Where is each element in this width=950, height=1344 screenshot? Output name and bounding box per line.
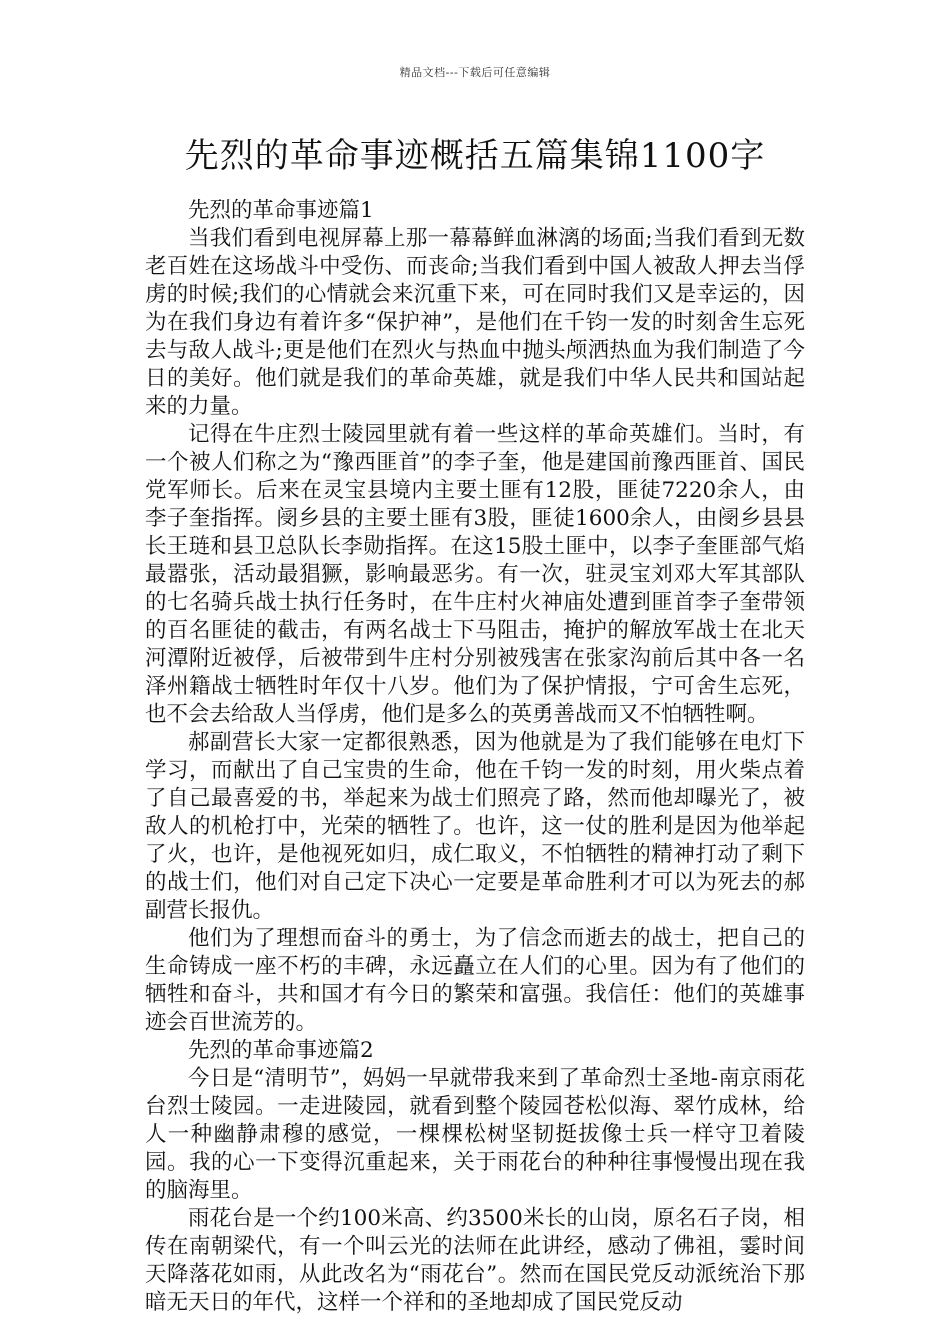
paragraph: 雨花台是一个约100米高、约3500米长的山岗，原名石子岗，相传在南朝梁代，有一个叫云光的法师在此讲经，感动了佛祖，霎时间天降落花如雨，从此改名为“雨花台”。然而在国民党反动派统治下那暗无天日的年代，这样一个祥和的圣地却成了国民党反动 xyxy=(145,1206,805,1315)
paragraph: 今日是“清明节”，妈妈一早就带我来到了革命烈士圣地-南京雨花台烈士陵园。一走进陵园，就看到整个陵园苍松似海、翠竹成林，给人一种幽静肃穆的感觉，一棵棵松树坚韧挺拔像士兵一样守卫着陵园。我的心一下变得沉重起来，关于雨花台的种种往事慢慢出现在我的脑海里。 xyxy=(145,1066,805,1203)
section-heading: 先烈的革命事迹篇2 xyxy=(188,1038,374,1063)
document-body xyxy=(145,197,805,1317)
section-heading: 先烈的革命事迹篇1 xyxy=(188,198,374,223)
paragraph: 记得在牛庄烈士陵园里就有着一些这样的革命英雄们。当时，有一个被人们称之为“豫西匪首”的李子奎，他是建国前豫西匪首、国民党军师长。后来在灵宝县境内主要土匪有12股，匪徒7220余人，由李子奎指挥。阌乡县的主要土匪有3股，匪徒1600余人，由阌乡县县长王琏和县卫总队长李勋指挥。在这15股土匪中，以李子奎匪部气焰最嚣张，活动最猖獗，影响最恶劣。有一次，驻灵宝刘邓大军其部队的七名骑兵战士执行任务时，在牛庄村火神庙处遭到匪首李子奎带领的百名匪徒的截击，有两名战士下马阻击，掩护的解放军战士在北天河潭附近被俘，后被带到牛庄村分别被残害在张家沟前后其中各一名泽州籍战士牺牲时年仅十八岁。他们为了保护情报，宁可舍生忘死，也不会去给敌人当俘虏，他们是多么的英勇善战而又不怕牺牲啊。 xyxy=(145,422,805,727)
header-note: 精品文档---下载后可任意编辑 xyxy=(399,66,551,79)
document-title: 先烈的革命事迹概括五篇集锦1100字 xyxy=(184,136,766,176)
paragraph: 郝副营长大家一定都很熟悉，因为他就是为了我们能够在电灯下学习，而献出了自己宝贵的生命，他在千钧一发的时刻，用火柴点着了自己最喜爱的书，举起来为战士们照亮了路，然而他却曝光了，被敌人的机枪打中，光荣的牺牲了。也许，这一仗的胜利是因为他举起了火，也许，是他视死如归，成仁取义，不怕牺牲的精神打动了剩下的战士们，他们对自己定下决心一定要是革命胜利才可以为死去的郝副营长报仇。 xyxy=(145,730,805,923)
paragraph: 当我们看到电视屏幕上那一幕幕鲜血淋漓的场面;当我们看到无数老百姓在这场战斗中受伤、而丧命;当我们看到中国人被敌人押去当俘虏的时候;我们的心情就会来沉重下来，可在同时我们又是幸运的，因为在我们身边有着许多“保护神”，是他们在千钧一发的时刻舍生忘死去与敌人战斗;更是他们在烈火与热血中抛头颅洒热血为我们制造了今日的美好。他们就是我们的革命英雄，就是我们中华人民共和国站起来的力量。 xyxy=(145,226,805,419)
paragraph: 他们为了理想而奋斗的勇士，为了信念而逝去的战士，把自己的生命铸成一座不朽的丰碑，永远矗立在人们的心里。因为有了他们的牺牲和奋斗，共和国才有今日的繁荣和富强。我信任：他们的英雄事迹会百世流芳的。 xyxy=(145,926,805,1035)
